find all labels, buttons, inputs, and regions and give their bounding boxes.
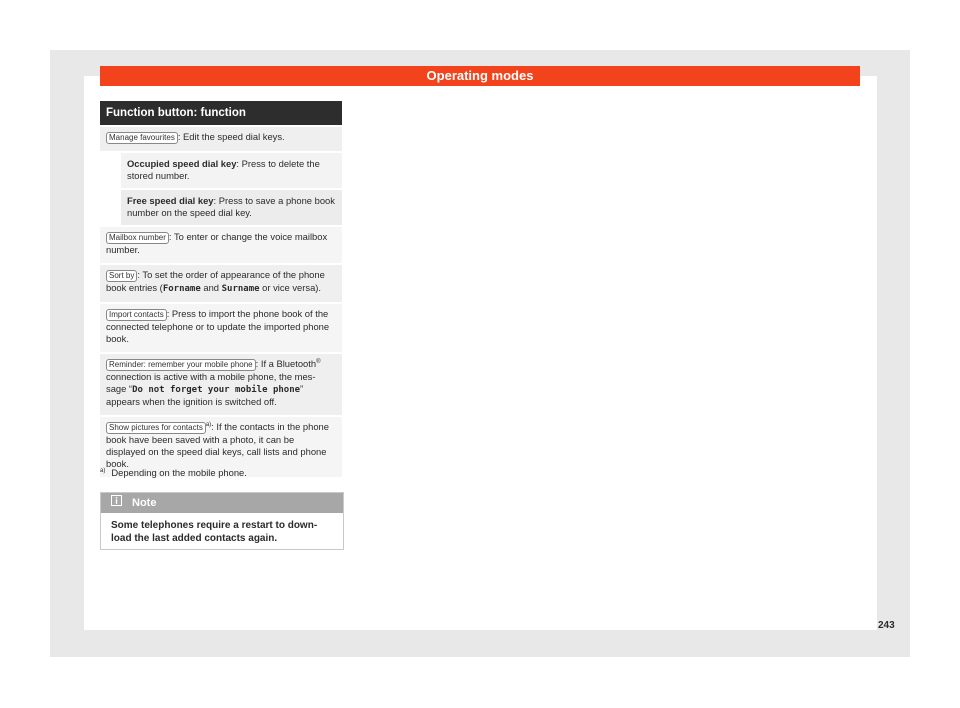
function-table [100, 101, 342, 477]
reminder-button: Reminder: remember your mobile phone [106, 359, 256, 371]
show-pictures-button: Show pictures for contacts [106, 422, 206, 434]
note-header [101, 493, 343, 513]
sort-by-button: Sort by [106, 270, 137, 282]
reminder-message: Do not forget your mobile phone [132, 385, 301, 395]
note-box [100, 492, 344, 550]
footnote-mark: a) [100, 467, 106, 474]
table-row-manage-favourites [100, 125, 342, 151]
occupied-key-label: Occupied speed dial key [127, 158, 237, 169]
reminder-text-3: ” appears when the ignition is switched off. [106, 383, 304, 407]
page-number: 243 [878, 620, 895, 631]
section-title: Operating modes [426, 68, 534, 83]
footnote-text: Depending on the mobile phone. [111, 467, 247, 478]
footnote [100, 467, 342, 478]
pictures-text: : If the contacts in the phone book have been saved with a photo, it can be displayed on the speed dial keys, call lists and phone book. [106, 421, 329, 469]
import-contacts-button: Import contacts [106, 309, 167, 321]
section-header [100, 66, 860, 86]
occupied-key-text: : Press to delete the stored number. [127, 158, 320, 181]
table-row-sort-by [100, 263, 342, 302]
table-row-mailbox [100, 225, 342, 263]
import-text: : Press to import the phone book of the connected telephone or to update the imported phone book. [106, 308, 330, 344]
footnote-ref: a) [205, 421, 212, 428]
mailbox-number-button: Mailbox number [106, 232, 169, 244]
table-heading: Function button: function [100, 101, 342, 125]
table-row-free-key [100, 188, 342, 225]
mailbox-text: : To enter or change the voice mailbox number. [106, 231, 328, 255]
reminder-text: : If a Bluetooth [255, 358, 317, 369]
info-icon [111, 493, 122, 513]
table-row-import [100, 302, 342, 352]
sort-text: : To set the order of appearance of the phone book entries ( [106, 269, 325, 293]
table-row-reminder [100, 352, 342, 415]
reminder-text-2: connection is active with a mobile phone, the mes- sage “ [106, 371, 316, 394]
manage-favourites-text: : Edit the speed dial keys. [177, 131, 285, 142]
sort-option-surname: Surname [221, 284, 260, 294]
note-title: Note [132, 497, 157, 509]
sort-option-forname: Forname [162, 284, 201, 294]
sort-text-and: and [200, 282, 222, 293]
registered-mark: ® [316, 358, 321, 365]
table-row-occupied-key [100, 151, 342, 188]
free-key-text: : Press to save a phone book number on the speed dial key. [127, 195, 335, 218]
sort-text-end: or vice versa). [259, 282, 322, 293]
free-key-label: Free speed dial key [127, 195, 214, 206]
note-body: Some telephones require a restart to down- load the last added contacts again. [111, 520, 318, 544]
manage-favourites-button: Manage favourites [106, 132, 178, 144]
